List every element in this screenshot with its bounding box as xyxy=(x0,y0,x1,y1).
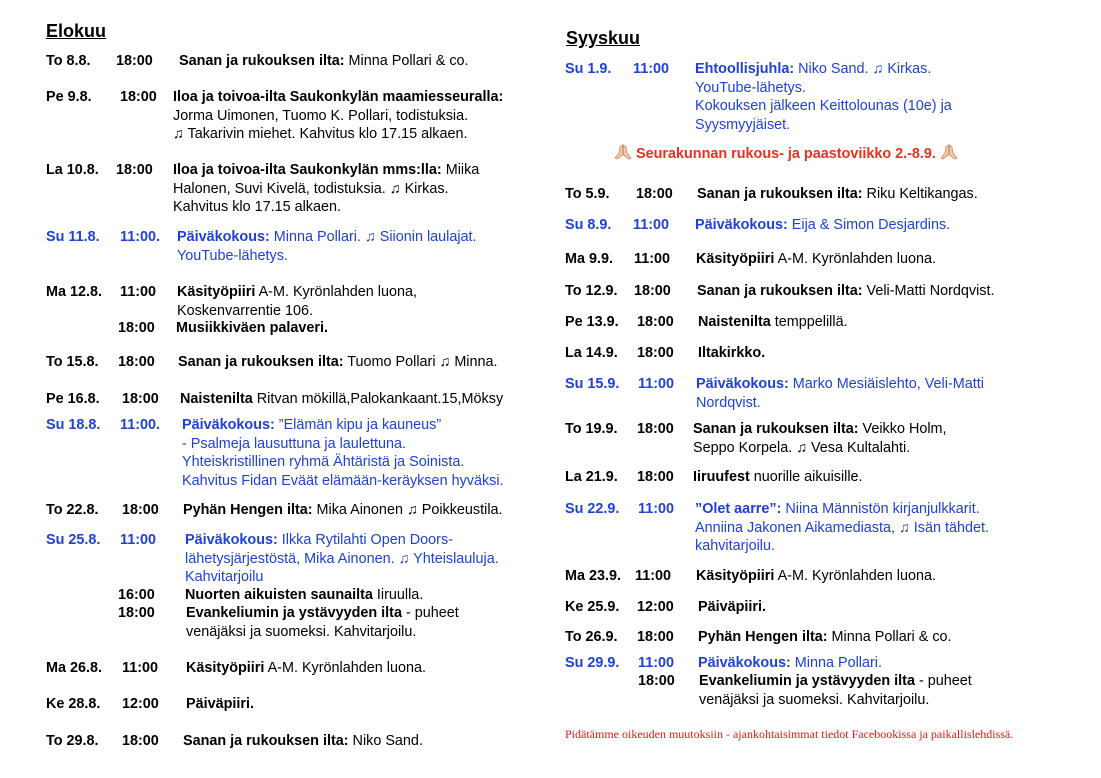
event-first-line xyxy=(695,60,952,79)
event-title: Käsityöpiiri xyxy=(696,251,775,267)
event-description xyxy=(186,604,459,641)
event-title: Pyhän Hengen ilta: xyxy=(698,629,828,645)
event-description xyxy=(180,390,503,409)
event-first-line xyxy=(698,654,882,673)
event-date: Pe 13.9. xyxy=(565,314,619,330)
event-description xyxy=(698,313,848,332)
event-description xyxy=(178,353,498,372)
event-title: Evankeliumin ja ystävyyden ilta xyxy=(699,673,915,689)
event-time: 18:00 xyxy=(637,469,674,485)
event-title: Iiruufest xyxy=(693,469,750,485)
event-title: Sanan ja rukouksen ilta: xyxy=(178,354,344,370)
event-text: Tuomo Pollari ♫ Minna. xyxy=(343,354,498,370)
event-description xyxy=(177,283,417,320)
event-date: To 12.9. xyxy=(565,283,618,299)
event-title: Nuorten aikuisten saunailta xyxy=(185,587,373,603)
event-continuation-line: venäjäksi ja suomeksi. Kahvitarjoilu. xyxy=(186,623,417,640)
event-continuation-line: Seppo Korpela. ♫ Vesa Kultalahti. xyxy=(693,439,911,456)
event-date: To 26.9. xyxy=(565,629,618,645)
event-first-line xyxy=(186,604,459,623)
event-title: Sanan ja rukouksen ilta: xyxy=(693,421,859,437)
event-date: To 8.8. xyxy=(46,53,91,69)
event-time: 18:00 xyxy=(634,283,671,299)
praying-hands-icon xyxy=(940,144,958,160)
event-text: A-M. Kyrönlahden luona. xyxy=(774,568,936,584)
praying-hands-icon xyxy=(614,144,632,160)
event-date: To 15.8. xyxy=(46,354,99,370)
event-text: ”Elämän kipu ja kauneus” xyxy=(274,417,442,433)
event-description xyxy=(185,531,499,587)
event-first-line xyxy=(698,598,766,617)
event-time: 18:00 xyxy=(120,89,157,105)
event-time: 18:00 xyxy=(637,345,674,361)
event-time: 18:00 xyxy=(637,629,674,645)
event-description xyxy=(698,598,766,617)
event-description xyxy=(186,659,426,678)
event-description xyxy=(693,420,947,457)
event-time: 11:00 xyxy=(120,284,157,300)
event-date: Su 22.9. xyxy=(565,501,620,517)
event-text: Niina Männistön kirjanjulkkarit. xyxy=(781,501,980,517)
event-text: Minna Pollari & co. xyxy=(344,53,469,69)
event-text: Ilkka Rytilahti Open Doors- xyxy=(277,532,453,548)
event-first-line xyxy=(186,659,426,678)
event-text: A-M. Kyrönlahden luona, xyxy=(255,284,417,300)
event-first-line xyxy=(183,732,423,751)
event-first-line xyxy=(173,161,479,180)
event-date: Pe 9.8. xyxy=(46,89,92,105)
event-date: La 21.9. xyxy=(565,469,618,485)
event-date: Ma 26.8. xyxy=(46,660,102,676)
event-time: 11:00. xyxy=(120,229,161,245)
event-text: Minna Pollari. ♫ Siionin laulajat. xyxy=(269,229,477,245)
event-first-line xyxy=(173,88,503,107)
event-title: Pyhän Hengen ilta: xyxy=(183,502,313,518)
event-date: Pe 16.8. xyxy=(46,391,100,407)
event-first-line xyxy=(695,500,989,519)
event-first-line xyxy=(182,416,504,435)
event-time: 18:00 xyxy=(116,162,153,178)
event-date: Ke 28.8. xyxy=(46,696,101,712)
event-first-line xyxy=(697,185,978,204)
event-text: Riku Keltikangas. xyxy=(862,186,978,202)
event-title: Ehtoollisjuhla: xyxy=(695,61,795,77)
event-description xyxy=(173,88,503,144)
event-time: 11:00 xyxy=(638,376,675,392)
event-title: Sanan ja rukouksen ilta: xyxy=(697,283,863,299)
event-title: Käsityöpiiri xyxy=(186,660,265,676)
prayer-week-notice xyxy=(614,144,958,164)
event-time: 11:00 xyxy=(633,217,670,233)
event-time: 11:00 xyxy=(122,660,159,676)
event-description xyxy=(183,732,423,751)
event-title: Sanan ja rukouksen ilta: xyxy=(179,53,345,69)
event-continuation-line: - Psalmeja lausuttuna ja laulettuna. xyxy=(182,435,406,452)
event-first-line xyxy=(696,250,936,269)
event-title: ”Olet aarre”: xyxy=(695,501,782,517)
event-title: Naistenilta xyxy=(698,314,771,330)
event-time: 11:00 xyxy=(635,568,672,584)
event-description xyxy=(695,216,950,235)
event-description xyxy=(696,375,984,412)
event-time: 18:00 xyxy=(638,673,675,689)
event-continuation-line: Jorma Uimonen, Tuomo K. Pollari, todistuksia. xyxy=(173,107,469,124)
event-text: temppelillä. xyxy=(770,314,848,330)
event-title: Päiväkokous: xyxy=(182,417,275,433)
event-description xyxy=(173,161,479,217)
event-text: Marko Mesiäislehto, Veli-Matti xyxy=(788,376,984,392)
event-first-line xyxy=(698,628,952,647)
event-text: Veikko Holm, xyxy=(858,421,947,437)
event-title: Naistenilta xyxy=(180,391,253,407)
event-time: 18:00 xyxy=(122,733,159,749)
event-description xyxy=(698,628,952,647)
event-continuation-line: ♫ Takarivin miehet. Kahvitus klo 17.15 alkaen. xyxy=(173,126,468,142)
event-description xyxy=(697,282,995,301)
event-continuation-line: Yhteiskristillinen ryhmä Ähtäristä ja Soinista. xyxy=(182,454,465,470)
event-first-line xyxy=(696,567,936,586)
event-text: Niko Sand. ♫ Kirkas. xyxy=(794,61,932,77)
event-date: Su 25.8. xyxy=(46,532,101,548)
event-text: - puheet xyxy=(401,605,459,621)
event-text: A-M. Kyrönlahden luona. xyxy=(774,251,936,267)
event-time: 18:00 xyxy=(122,391,159,407)
event-continuation-line: Anniina Jakonen Aikamediasta, ♫ Isän tähdet. xyxy=(695,519,989,536)
event-text: Minna Pollari & co. xyxy=(827,629,952,645)
event-continuation-line: Kahvitus klo 17.15 alkaen. xyxy=(173,199,342,215)
event-text: Veli-Matti Nordqvist. xyxy=(862,283,995,299)
event-description xyxy=(177,228,477,265)
event-description xyxy=(695,500,989,556)
event-title: Iltakirkko. xyxy=(698,345,766,361)
event-title: Sanan ja rukouksen ilta: xyxy=(183,733,349,749)
event-description xyxy=(176,319,328,338)
event-text: Eija & Simon Desjardins. xyxy=(787,217,951,233)
event-first-line xyxy=(180,390,503,409)
event-time: 18:00 xyxy=(637,421,674,437)
event-description xyxy=(696,567,936,586)
event-time: 18:00 xyxy=(636,186,673,202)
event-description xyxy=(698,344,765,363)
event-title: Päiväkokous: xyxy=(185,532,278,548)
event-title: Käsityöpiiri xyxy=(696,568,775,584)
event-first-line xyxy=(185,531,499,550)
event-date: Ma 23.9. xyxy=(565,568,621,584)
event-first-line xyxy=(178,353,498,372)
event-continuation-line: Kokouksen jälkeen Keittolounas (10e) ja xyxy=(695,98,952,114)
event-time: 11:00 xyxy=(633,61,670,77)
event-date: To 29.8. xyxy=(46,733,99,749)
event-first-line xyxy=(179,52,469,71)
event-text: Ritvan mökillä,Palokankaant.15,Möksy xyxy=(252,391,504,407)
event-continuation-line: Halonen, Suvi Kivelä, todistuksia. ♫ Kirkas. xyxy=(173,180,449,197)
event-first-line xyxy=(697,282,995,301)
event-date: Su 15.9. xyxy=(565,376,620,392)
event-time: 16:00 xyxy=(118,587,155,603)
event-first-line xyxy=(177,283,417,302)
event-description xyxy=(179,52,469,71)
month-heading-september: Syyskuu xyxy=(566,28,641,48)
event-first-line xyxy=(185,586,423,605)
event-title: Iloa ja toivoa-ilta Saukonkylän mms:lla: xyxy=(173,162,442,178)
event-title: Musiikkiväen palaveri. xyxy=(176,320,328,336)
event-time: 18:00 xyxy=(118,320,155,336)
event-continuation-line: Kahvitus Fidan Eväät elämään-keräyksen hyväksi. xyxy=(182,472,504,489)
footer-disclaimer: Pidätämme oikeuden muutoksiin - ajankohtaisimmat tiedot Facebookissa ja paikallislehdissä. xyxy=(565,727,1014,741)
event-date: To 19.9. xyxy=(565,421,618,437)
event-description xyxy=(695,60,952,134)
event-description xyxy=(698,654,882,673)
event-first-line xyxy=(183,501,503,520)
event-time: 18:00 xyxy=(122,502,159,518)
event-first-line xyxy=(176,319,328,338)
event-time: 18:00 xyxy=(118,605,155,621)
event-continuation-line: Koskenvarrentie 106. xyxy=(177,302,313,319)
event-time: 11:00 xyxy=(120,532,157,548)
event-text: Iiruulla. xyxy=(372,587,424,603)
event-description xyxy=(182,416,504,490)
event-time: 18:00 xyxy=(116,53,153,69)
event-first-line xyxy=(698,344,765,363)
event-date: Su 29.9. xyxy=(565,655,620,671)
event-first-line xyxy=(693,420,947,439)
event-date: La 14.9. xyxy=(565,345,618,361)
event-time: 11:00 xyxy=(638,655,675,671)
event-first-line xyxy=(695,216,950,235)
event-date: Ma 9.9. xyxy=(565,251,613,267)
event-continuation-line: venäjäksi ja suomeksi. Kahvitarjoilu. xyxy=(699,691,930,708)
event-text: nuorille aikuisille. xyxy=(749,469,863,485)
event-text: - puheet xyxy=(914,673,972,689)
event-title: Päiväkokous: xyxy=(177,229,270,245)
event-first-line xyxy=(696,375,984,394)
event-time: 12:00 xyxy=(637,599,674,615)
event-date: Su 11.8. xyxy=(46,229,100,245)
event-description xyxy=(183,501,503,520)
event-continuation-line: YouTube-lähetys. xyxy=(177,247,288,264)
event-title: Päiväkokous: xyxy=(695,217,788,233)
event-title: Käsityöpiiri xyxy=(177,284,256,300)
event-description xyxy=(696,250,936,269)
event-date: Ma 12.8. xyxy=(46,284,102,300)
event-continuation-line: kahvitarjoilu. xyxy=(695,538,775,554)
event-first-line xyxy=(693,468,863,487)
event-time: 18:00 xyxy=(118,354,155,370)
event-date: To 5.9. xyxy=(565,186,610,202)
event-continuation-line: YouTube-lähetys. xyxy=(695,79,806,96)
event-time: 11:00. xyxy=(120,417,161,433)
event-date: Ke 25.9. xyxy=(565,599,620,615)
event-title: Evankeliumin ja ystävyyden ilta xyxy=(186,605,402,621)
event-title: Iloa ja toivoa-ilta Saukonkylän maamiesseuralla: xyxy=(173,89,504,105)
event-continuation-line: Nordqvist. xyxy=(696,394,761,411)
event-date: Su 18.8. xyxy=(46,417,101,433)
event-title: Päiväpiiri. xyxy=(698,599,766,615)
event-first-line xyxy=(186,695,254,714)
event-first-line xyxy=(698,313,848,332)
event-date: Su 1.9. xyxy=(565,61,612,77)
event-date: Su 8.9. xyxy=(565,217,612,233)
event-date: To 22.8. xyxy=(46,502,99,518)
event-continuation-line: lähetysjärjestöstä, Mika Ainonen. ♫ Yhteislauluja. xyxy=(185,550,499,567)
event-title: Päiväpiiri. xyxy=(186,696,254,712)
event-time: 12:00 xyxy=(122,696,159,712)
month-heading-august: Elokuu xyxy=(46,21,107,41)
event-text: Mika Ainonen ♫ Poikkeustila. xyxy=(312,502,503,518)
event-description xyxy=(697,185,978,204)
event-text: Minna Pollari. xyxy=(790,655,882,671)
event-continuation-line: Syysmyyjäiset. xyxy=(695,116,791,133)
event-description xyxy=(186,695,254,714)
prayer-week-text: Seurakunnan rukous- ja paastoviikko 2.-8.9. xyxy=(636,146,936,162)
event-time: 18:00 xyxy=(637,314,674,330)
event-title: Päiväkokous: xyxy=(698,655,791,671)
event-continuation-line: Kahvitarjoilu xyxy=(185,569,264,585)
event-title: Päiväkokous: xyxy=(696,376,789,392)
event-first-line xyxy=(177,228,477,247)
event-date: La 10.8. xyxy=(46,162,99,178)
event-first-line xyxy=(699,672,972,691)
event-title: Sanan ja rukouksen ilta: xyxy=(697,186,863,202)
event-text: Miika xyxy=(441,162,480,178)
event-description xyxy=(693,468,863,487)
event-description xyxy=(699,672,972,709)
event-time: 11:00 xyxy=(634,251,671,267)
event-description xyxy=(185,586,423,605)
event-text: Niko Sand. xyxy=(348,733,423,749)
event-time: 11:00 xyxy=(638,501,675,517)
event-text: A-M. Kyrönlahden luona. xyxy=(264,660,426,676)
